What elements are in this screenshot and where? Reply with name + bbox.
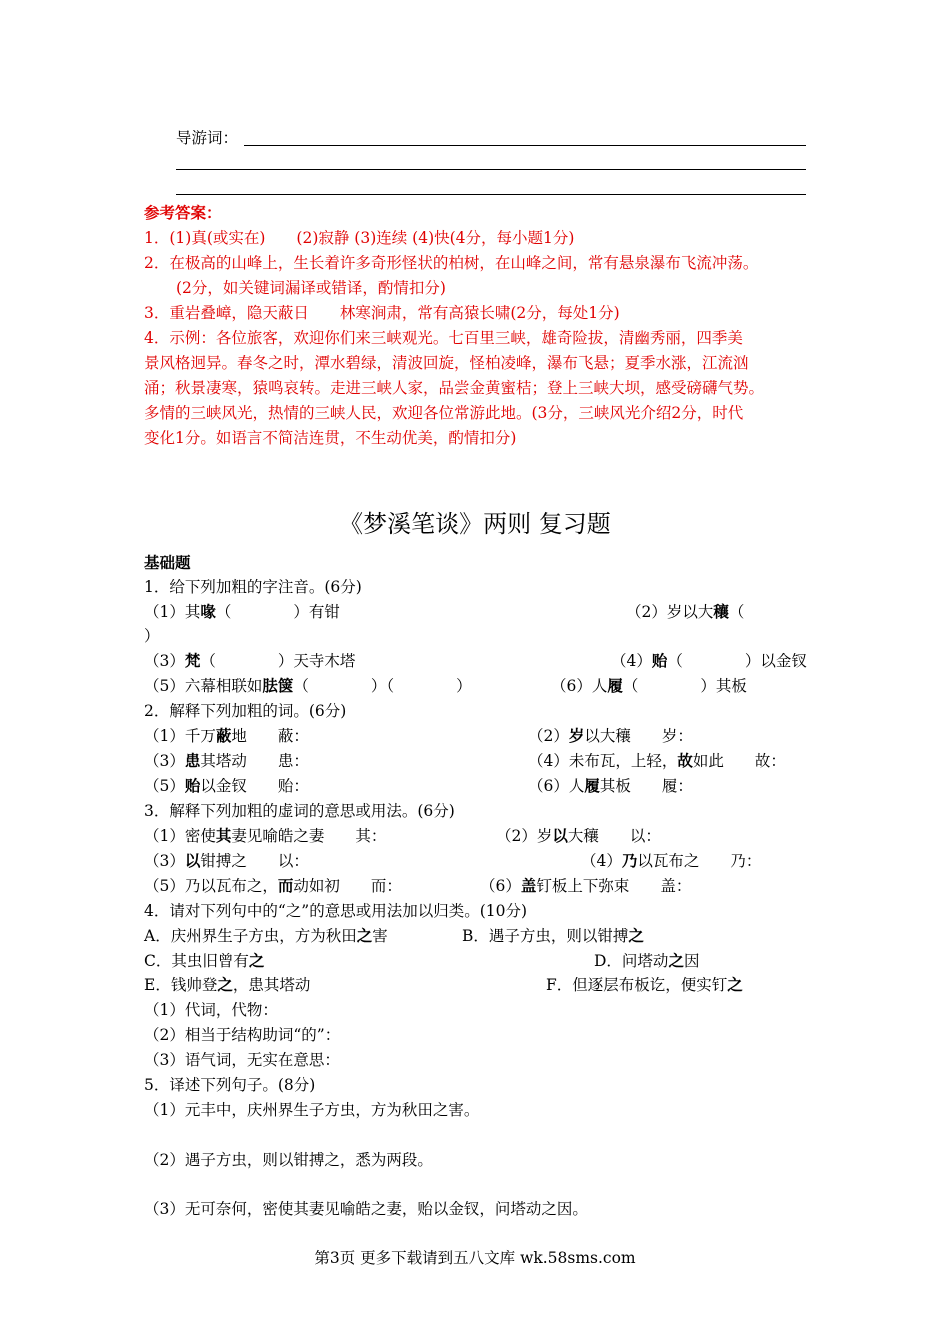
q3-item-2: （2）岁以大穰 以： xyxy=(496,826,661,845)
question-stem: 3．解释下列加粗的虚词的意思或用法。(6分) xyxy=(144,802,455,820)
q1-item-3: （3）梵（ ）天寺木塔 xyxy=(144,651,356,670)
page-title: 《梦溪笔谈》两则 复习题 xyxy=(339,510,611,538)
answer-line-text: 2．在极高的山峰上，生长着许多奇形怪状的柏树，在山峰之间，常有悬泉瀑布飞流冲荡。 xyxy=(144,254,759,272)
answer-line-text: 3．重岩叠嶂，隐天蔽日 林寒涧肃，常有高猿长啸(2分，每处1分) xyxy=(144,304,620,322)
question-stem: 2．解释下列加粗的词。(6分) xyxy=(144,702,347,720)
q2-item-2: （2）岁以大穰 岁： xyxy=(528,726,693,745)
answer-line-text: (2分，如关键词漏译或错译，酌情扣分) xyxy=(176,279,446,297)
section-heading: 基础题 xyxy=(144,553,191,572)
q1-item-2-close: ） xyxy=(144,627,160,645)
q1-item-5: （5）六幕相联如胠箧（ ）（ ） xyxy=(144,676,472,695)
q3-item-4: （4）乃以瓦布之 乃： xyxy=(581,851,762,870)
q3-item-5: （5）乃以瓦布之，而动如初 而： xyxy=(144,876,402,895)
q5-sentence-1: （1）元丰中，庆州界生子方虫，方为秋田之害。 xyxy=(144,1101,480,1119)
q4-sub-2: （2）相当于结构助词“的”： xyxy=(144,1026,341,1044)
guide-label: 导游词： xyxy=(176,129,239,147)
q4-sub-1: （1）代词，代物： xyxy=(144,1001,278,1019)
q5-sentence-3: （3）无可奈何，密使其妻见喻皓之妻，贻以金钗，问塔动之因。 xyxy=(144,1200,588,1218)
q4-option-a: A．庆州界生子方虫，方为秋田之害 xyxy=(144,926,388,945)
q2-item-5: （5）贻以金钗 贻： xyxy=(144,776,309,795)
q4-option-f: F．但逐层布板讫，便实钉之 xyxy=(546,975,743,994)
answer-line-text: 涌；秋景凄寒，猿鸣哀转。走进三峡人家，品尝金黄蜜桔；登上三峡大坝，感受磅礴气势。 xyxy=(144,379,765,397)
answer-line xyxy=(176,194,806,195)
q2-item-3: （3）患其塔动 患： xyxy=(144,751,309,770)
question-stem: 5．译述下列句子。(8分) xyxy=(144,1076,316,1094)
q1-item-1: （1）其喙（ ）有钳 xyxy=(144,602,340,621)
question-stem: 4．请对下列句中的“之”的意思或用法加以归类。(10分) xyxy=(144,902,528,920)
question-stem: 1．给下列加粗的字注音。(6分) xyxy=(144,578,362,596)
answer-line xyxy=(176,169,806,170)
q5-sentence-2: （2）遇子方虫，则以钳搏之，悉为两段。 xyxy=(144,1151,433,1169)
q3-item-6: （6）盖钉板上下弥束 盖： xyxy=(480,876,692,895)
answers-heading: 参考答案： xyxy=(144,203,222,222)
q3-item-1: （1）密使其妻见喻皓之妻 其： xyxy=(144,826,387,845)
answer-line-text: 4．示例：各位旅客，欢迎你们来三峡观光。七百里三峡，雄奇险拔，清幽秀丽，四季美 xyxy=(144,329,743,347)
q4-sub-3: （3）语气词，无实在意思： xyxy=(144,1051,340,1069)
answer-line xyxy=(244,145,806,146)
answer-line-text: 1．(1)真(或实在) (2)寂静 (3)连续 (4)快(4分，每小题1分) xyxy=(144,229,575,247)
q4-option-b: B．遇子方虫，则以钳搏之 xyxy=(462,926,644,945)
q1-item-6: （6）人履（ ）其板 xyxy=(551,676,747,695)
q3-item-3: （3）以钳搏之 以： xyxy=(144,851,309,870)
q4-option-e: E．钱帅登之，患其塔动 xyxy=(144,975,311,994)
q2-item-6: （6）人履其板 履： xyxy=(528,776,693,795)
q1-item-4: （4）贻（ ）以金钗 xyxy=(611,651,807,670)
q1-item-2: （2）岁以大穰（ xyxy=(626,602,745,621)
page-footer: 第3页 更多下载请到五八文库 wk.58sms.com xyxy=(314,1249,636,1267)
answer-line-text: 变化1分。如语言不简洁连贯，不生动优美，酌情扣分) xyxy=(144,429,517,447)
q4-option-d: D．问塔动之因 xyxy=(594,951,700,970)
answer-line-text: 多情的三峡风光，热情的三峡人民，欢迎各位常游此地。(3分，三峡风光介绍2分，时代 xyxy=(144,404,744,422)
q4-option-c: C．其虫旧曾有之 xyxy=(144,951,265,970)
q2-item-4: （4）未布瓦，上轻，故如此 故： xyxy=(528,751,786,770)
q2-item-1: （1）千万蔽地 蔽： xyxy=(144,726,309,745)
answer-line-text: 景风格迥异。春冬之时，潭水碧绿，清波回旋，怪柏凌峰，瀑布飞悬；夏季水涨，江流汹 xyxy=(144,354,749,372)
